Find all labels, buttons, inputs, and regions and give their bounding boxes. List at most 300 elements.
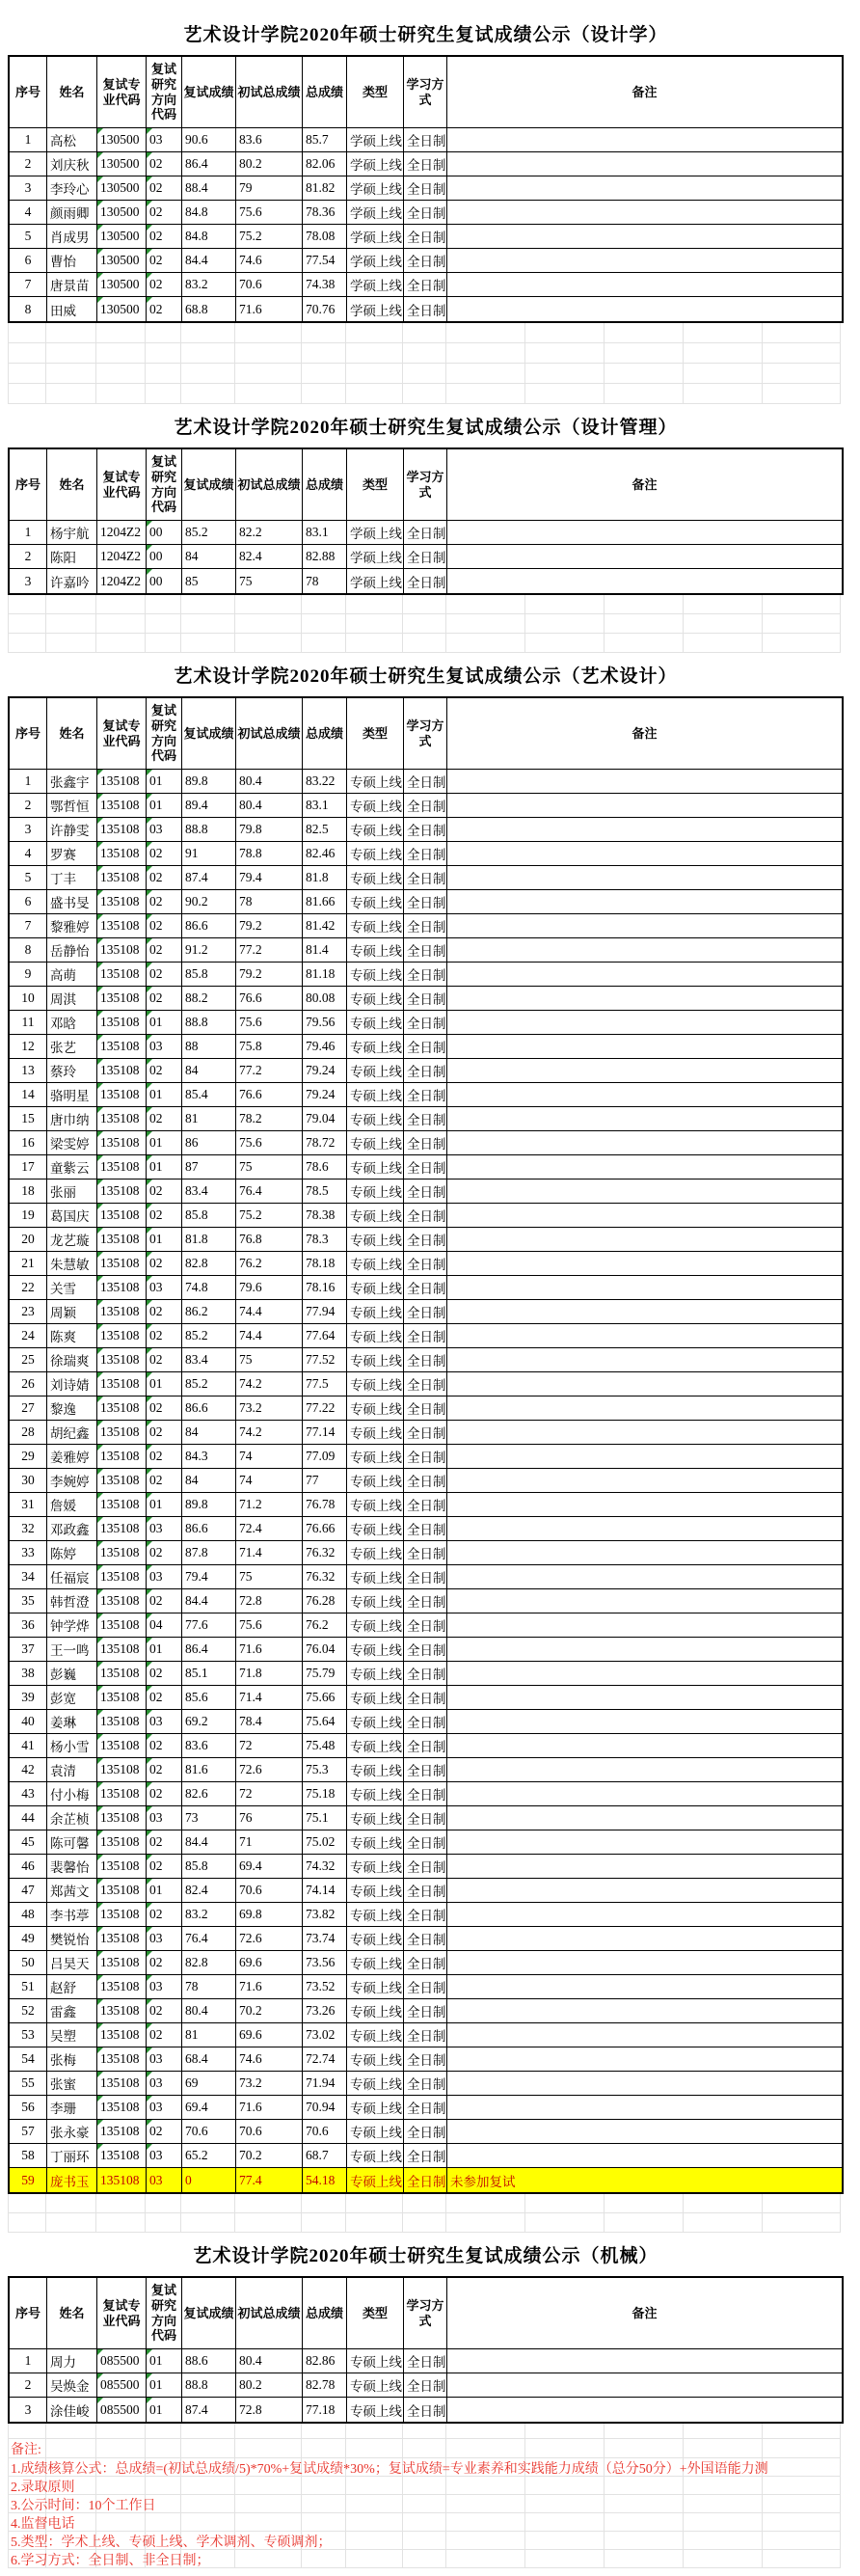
cell-major-code xyxy=(97,569,147,593)
cell-name xyxy=(47,2349,97,2373)
cell-value: 全日制 xyxy=(407,1017,446,1031)
empty-grid-cell xyxy=(96,323,146,343)
cell-value: 83.2 xyxy=(185,1907,208,1921)
cell-type xyxy=(347,1975,404,1999)
cell-total-score xyxy=(303,1613,347,1638)
cell-value: 02 xyxy=(149,1111,163,1125)
cell-value: 41 xyxy=(21,1738,35,1752)
cell-study-mode xyxy=(404,770,447,794)
cell-value: 01 xyxy=(149,798,163,812)
cell-remark xyxy=(447,1131,842,1155)
cell-major-code xyxy=(97,1348,147,1372)
cell-value: 全日制 xyxy=(407,134,446,149)
cell-study-mode xyxy=(404,1613,447,1638)
cell-initial-total-score xyxy=(236,225,303,249)
cell-value: 专硕上线 xyxy=(350,1306,402,1320)
cell-major-code xyxy=(97,201,147,225)
cell-value: 74.14 xyxy=(306,1883,336,1897)
cell-retest-score xyxy=(182,1975,236,1999)
cell-total-score xyxy=(303,2047,347,2072)
col-header-remark: 备注 xyxy=(447,2278,842,2349)
cell-value: 78.3 xyxy=(306,1232,329,1246)
cell-value: 54.18 xyxy=(306,2172,336,2187)
table-section-design-management xyxy=(0,404,860,595)
cell-value: 全日制 xyxy=(407,206,446,221)
empty-grid-cell xyxy=(302,2213,346,2233)
cell-major-code xyxy=(97,1131,147,1155)
text-format-marker-icon xyxy=(147,273,152,279)
cell-value: 74 xyxy=(239,1473,253,1487)
col-header-type: 类型 xyxy=(347,698,404,770)
empty-grid-cell xyxy=(146,2194,181,2213)
empty-grid-cell xyxy=(346,2495,403,2513)
cell-retest-score xyxy=(182,1662,236,1686)
cell-index xyxy=(10,1613,47,1638)
col-header-major-code: 复试专业代码 xyxy=(97,698,147,770)
cell-value: 79.04 xyxy=(306,1111,336,1125)
cell-index xyxy=(10,1951,47,1975)
cell-remark xyxy=(447,987,842,1011)
text-format-marker-icon xyxy=(147,1613,152,1619)
cell-value: 69.8 xyxy=(239,1907,262,1921)
cell-retest-score xyxy=(182,1710,236,1734)
cell-value: 专硕上线 xyxy=(350,1812,402,1827)
cell-value: 78 xyxy=(239,894,253,908)
cell-value: 16 xyxy=(21,1135,35,1150)
cell-value: 77.6 xyxy=(185,1617,208,1632)
cell-value: 专硕上线 xyxy=(350,1764,402,1778)
empty-grid-cell xyxy=(346,343,403,364)
cell-value: 01 xyxy=(149,1087,163,1101)
text-format-marker-icon xyxy=(147,1372,152,1378)
cell-type xyxy=(347,1541,404,1565)
col-header-index: 序号 xyxy=(10,449,47,521)
cell-value: 72.6 xyxy=(239,1762,262,1776)
cell-major-code xyxy=(97,2120,147,2144)
empty-grid-cell xyxy=(605,2424,684,2439)
cell-value: 72 xyxy=(239,1738,253,1752)
cell-retest-score xyxy=(182,1782,236,1806)
cell-value: 钟学烨 xyxy=(50,1619,90,1634)
text-format-marker-icon xyxy=(147,2047,152,2053)
cell-index xyxy=(10,1252,47,1276)
cell-index xyxy=(10,1734,47,1758)
cell-major-code xyxy=(97,521,147,545)
text-format-marker-icon xyxy=(97,176,103,182)
empty-grid-cell xyxy=(9,2424,46,2439)
empty-grid-cell xyxy=(302,323,346,343)
cell-remark xyxy=(447,249,842,273)
cell-initial-total-score xyxy=(236,1975,303,1999)
cell-value: 蔡玲 xyxy=(50,1065,76,1079)
cell-value: 专硕上线 xyxy=(350,1885,402,1899)
text-format-marker-icon xyxy=(147,1155,152,1161)
empty-grid-cell xyxy=(181,634,235,653)
empty-grid-cell xyxy=(684,364,763,384)
text-format-marker-icon xyxy=(97,225,103,230)
cell-value: 14 xyxy=(21,1087,35,1101)
cell-remark xyxy=(447,225,842,249)
cell-initial-total-score xyxy=(236,1517,303,1541)
cell-initial-total-score xyxy=(236,1035,303,1059)
cell-value: 74.4 xyxy=(239,1328,262,1342)
cell-remark xyxy=(447,201,842,225)
cell-initial-total-score xyxy=(236,176,303,201)
empty-grid-cell xyxy=(96,2513,146,2532)
cell-initial-total-score xyxy=(236,1541,303,1565)
cell-value: 59 xyxy=(21,2172,35,2187)
cell-major-code xyxy=(97,1662,147,1686)
cell-value: 71.6 xyxy=(239,301,262,316)
cell-remark xyxy=(447,1927,842,1951)
empty-grid-cell xyxy=(9,614,46,634)
cell-name xyxy=(47,1782,97,1806)
cell-type xyxy=(347,1348,404,1372)
text-format-marker-icon xyxy=(97,1107,103,1113)
text-format-marker-icon xyxy=(97,249,103,255)
cell-value: 83.1 xyxy=(306,525,329,539)
cell-value: 专硕上线 xyxy=(350,1137,402,1152)
text-format-marker-icon xyxy=(97,963,103,968)
footer-note-5: 5.类型：学术上线、专硕上线、学术调剂、专硕调剂； xyxy=(11,2535,332,2550)
cell-value: 77.18 xyxy=(306,2401,336,2417)
col-header-direction-code: 复试研究方向代码 xyxy=(147,449,182,521)
cell-name xyxy=(47,1035,97,1059)
cell-value: 87.8 xyxy=(185,1545,208,1559)
empty-grid-cell xyxy=(235,634,302,653)
cell-index xyxy=(10,2047,47,2072)
cell-name xyxy=(47,1710,97,1734)
cell-initial-total-score xyxy=(236,914,303,938)
cell-retest-score xyxy=(182,1806,236,1830)
cell-value: 03 xyxy=(149,1280,163,1294)
cell-direction-code xyxy=(147,2398,182,2422)
cell-value: 01 xyxy=(149,2377,163,2392)
cell-type xyxy=(347,2349,404,2373)
empty-grid-cell xyxy=(302,2424,346,2439)
cell-value: 02 xyxy=(149,1256,163,1270)
cell-type xyxy=(347,1445,404,1469)
cell-value: 44 xyxy=(21,1810,35,1825)
cell-value: 全日制 xyxy=(407,1981,446,1995)
text-format-marker-icon xyxy=(97,1710,103,1716)
cell-retest-score xyxy=(182,2072,236,2096)
cell-name xyxy=(47,1324,97,1348)
empty-grid-cell xyxy=(146,384,181,404)
footer-note-3: 3.公示时间：10个工作日 xyxy=(11,2498,156,2513)
cell-remark xyxy=(447,1879,842,1903)
text-format-marker-icon xyxy=(147,2373,152,2379)
cell-value: 72.6 xyxy=(239,1931,262,1945)
empty-grid-rows xyxy=(8,323,844,404)
cell-name xyxy=(47,1107,97,1131)
cell-initial-total-score xyxy=(236,1613,303,1638)
cell-direction-code xyxy=(147,176,182,201)
cell-value: 135108 xyxy=(100,1786,140,1801)
cell-direction-code xyxy=(147,1662,182,1686)
cell-value: 全日制 xyxy=(407,1185,446,1200)
cell-value: 49 xyxy=(21,1931,35,1945)
cell-value: 全日制 xyxy=(407,2150,446,2164)
cell-major-code xyxy=(97,2373,147,2398)
cell-value: 6 xyxy=(24,894,32,908)
cell-major-code xyxy=(97,1204,147,1228)
cell-value: 75.66 xyxy=(306,1690,336,1704)
empty-grid-cell xyxy=(46,2424,96,2439)
cell-value: 全日制 xyxy=(407,824,446,838)
empty-grid-cell xyxy=(763,614,841,634)
cell-initial-total-score xyxy=(236,1180,303,1204)
cell-value: 75.64 xyxy=(306,1714,336,1728)
cell-value: 81.18 xyxy=(306,966,336,981)
cell-value: 全日制 xyxy=(407,1354,446,1369)
cell-remark xyxy=(447,1734,842,1758)
text-format-marker-icon xyxy=(147,794,152,800)
empty-grid-cell xyxy=(605,384,684,404)
cell-value: 76.4 xyxy=(239,1183,262,1198)
cell-type xyxy=(347,1011,404,1035)
empty-grid-cell xyxy=(146,2213,181,2233)
cell-retest-score xyxy=(182,521,236,545)
empty-grid-cell xyxy=(235,2550,302,2568)
cell-value: 085500 xyxy=(100,2401,140,2417)
text-format-marker-icon xyxy=(97,1879,103,1885)
cell-retest-score xyxy=(182,1276,236,1300)
cell-retest-score xyxy=(182,1469,236,1493)
cell-initial-total-score xyxy=(236,1927,303,1951)
empty-grid-cell xyxy=(446,2424,525,2439)
cell-value: 全日制 xyxy=(407,1499,446,1513)
cell-value: 唐巾纳 xyxy=(50,1113,90,1127)
empty-grid-cell xyxy=(346,323,403,343)
cell-value: 全日制 xyxy=(407,896,446,910)
cell-value: 36 xyxy=(21,1617,35,1632)
cell-value: 18 xyxy=(21,1183,35,1198)
empty-grid-cell xyxy=(684,614,763,634)
cell-remark xyxy=(447,2120,842,2144)
cell-retest-score xyxy=(182,794,236,818)
cell-value: 丁丰 xyxy=(50,872,76,886)
cell-type xyxy=(347,521,404,545)
cell-value: 75.8 xyxy=(239,1039,262,1053)
cell-value: 专硕上线 xyxy=(350,992,402,1007)
cell-total-score xyxy=(303,1252,347,1276)
cell-major-code xyxy=(97,545,147,569)
cell-value: 高松 xyxy=(50,134,76,149)
text-format-marker-icon xyxy=(147,1806,152,1812)
cell-total-score xyxy=(303,1806,347,1830)
cell-value: 周力 xyxy=(50,2355,76,2370)
cell-index xyxy=(10,1758,47,1782)
cell-value: 69.6 xyxy=(239,2027,262,2042)
cell-index xyxy=(10,794,47,818)
cell-value: 00 xyxy=(149,573,163,588)
cell-value: 02 xyxy=(149,2003,163,2018)
cell-retest-score xyxy=(182,1300,236,1324)
cell-remark xyxy=(447,1035,842,1059)
empty-grid-cell xyxy=(346,2213,403,2233)
table-title: 艺术设计学院2020年硕士研究生复试成绩公示（设计管理） xyxy=(174,418,678,438)
cell-value: 03 xyxy=(149,822,163,836)
cell-value: 02 xyxy=(149,894,163,908)
cell-retest-score xyxy=(182,1059,236,1083)
cell-value: 专硕上线 xyxy=(350,2379,402,2394)
empty-grid-cell xyxy=(235,2513,302,2532)
cell-value: 76.66 xyxy=(306,1521,336,1535)
cell-value: 全日制 xyxy=(407,2005,446,2020)
text-format-marker-icon xyxy=(97,1589,103,1595)
cell-value: 梁雯婷 xyxy=(50,1137,90,1152)
text-format-marker-icon xyxy=(97,2120,103,2126)
cell-type xyxy=(347,914,404,938)
empty-grid-cell xyxy=(181,323,235,343)
cell-total-score xyxy=(303,963,347,987)
empty-grid-cell xyxy=(346,2477,403,2495)
cell-study-mode xyxy=(404,1421,447,1445)
empty-grid-cell xyxy=(763,2194,841,2213)
cell-value: 79.24 xyxy=(306,1087,336,1101)
cell-value: 75.79 xyxy=(306,1666,336,1680)
cell-remark xyxy=(447,1252,842,1276)
empty-grid-cell xyxy=(96,595,146,614)
cell-index xyxy=(10,1276,47,1300)
cell-initial-total-score xyxy=(236,569,303,593)
cell-name xyxy=(47,1083,97,1107)
cell-value: 专硕上线 xyxy=(350,2101,402,2116)
cell-type xyxy=(347,569,404,593)
cell-value: 88.6 xyxy=(185,2353,208,2368)
empty-grid-cell xyxy=(9,595,46,614)
col-header-direction-code: 复试研究方向代码 xyxy=(147,57,182,128)
cell-value: 全日制 xyxy=(407,279,446,293)
cell-value: 135108 xyxy=(100,1834,140,1849)
cell-value: 田威 xyxy=(50,303,76,318)
cell-value: 70.6 xyxy=(239,1883,262,1897)
col-header-type: 类型 xyxy=(347,57,404,128)
text-format-marker-icon xyxy=(147,1927,152,1933)
cell-total-score xyxy=(303,2120,347,2144)
cell-value: 74.4 xyxy=(239,1304,262,1318)
empty-grid-cell xyxy=(525,343,605,364)
cell-initial-total-score xyxy=(236,1638,303,1662)
cell-value: 72 xyxy=(239,1786,253,1801)
empty-grid-cell xyxy=(525,364,605,384)
cell-value: 76.6 xyxy=(239,990,262,1005)
cell-value: 91 xyxy=(185,846,199,860)
cell-value: 专硕上线 xyxy=(350,1933,402,1947)
empty-grid-cell xyxy=(684,2213,763,2233)
cell-direction-code xyxy=(147,1107,182,1131)
cell-value: 1 xyxy=(24,525,32,539)
cell-retest-score xyxy=(182,1830,236,1855)
text-format-marker-icon xyxy=(147,938,152,944)
cell-major-code xyxy=(97,890,147,914)
cell-type xyxy=(347,1517,404,1541)
cell-value: 88.2 xyxy=(185,990,208,1005)
cell-type xyxy=(347,545,404,569)
cell-retest-score xyxy=(182,152,236,176)
cell-direction-code xyxy=(147,1348,182,1372)
cell-value: 78.2 xyxy=(239,1111,262,1125)
cell-value: 02 xyxy=(149,1593,163,1608)
cell-value: 135108 xyxy=(100,1545,140,1559)
cell-name xyxy=(47,963,97,987)
cell-remark xyxy=(447,1155,842,1180)
cell-direction-code xyxy=(147,1372,182,1396)
cell-value: 135108 xyxy=(100,1762,140,1776)
cell-study-mode xyxy=(404,890,447,914)
empty-grid-cell xyxy=(46,2213,96,2233)
text-format-marker-icon xyxy=(97,1951,103,1957)
cell-value: 8 xyxy=(24,301,32,316)
cell-value: 73.02 xyxy=(306,2027,336,2042)
cell-name xyxy=(47,2047,97,2072)
empty-grid-cell xyxy=(403,364,446,384)
cell-remark xyxy=(447,1903,842,1927)
cell-value: 75.6 xyxy=(239,1617,262,1632)
empty-grid-cell xyxy=(605,2439,684,2458)
cell-value: 02 xyxy=(149,966,163,981)
cell-value: 70.94 xyxy=(306,2100,336,2114)
cell-retest-score xyxy=(182,1927,236,1951)
cell-value: 70.2 xyxy=(239,2148,262,2162)
cell-value: 53 xyxy=(21,2027,35,2042)
empty-grid-cell xyxy=(235,2439,302,2458)
cell-index xyxy=(10,2096,47,2120)
cell-major-code xyxy=(97,963,147,987)
cell-value: 19 xyxy=(21,1207,35,1222)
cell-major-code xyxy=(97,1421,147,1445)
cell-type xyxy=(347,297,404,321)
cell-value: 71.94 xyxy=(306,2075,336,2090)
cell-value: 02 xyxy=(149,1352,163,1367)
cell-remark xyxy=(447,1855,842,1879)
cell-name xyxy=(47,201,97,225)
cell-initial-total-score xyxy=(236,2398,303,2422)
cell-value: 专硕上线 xyxy=(350,1836,402,1851)
cell-value: 专硕上线 xyxy=(350,1378,402,1393)
cell-value: 135108 xyxy=(100,1931,140,1945)
cell-study-mode xyxy=(404,1927,447,1951)
cell-value: 135108 xyxy=(100,2027,140,2042)
cell-remark xyxy=(447,1999,842,2023)
cell-value: 03 xyxy=(149,2148,163,2162)
empty-grid-cell xyxy=(302,2495,346,2513)
cell-direction-code xyxy=(147,1155,182,1180)
cell-direction-code xyxy=(147,1324,182,1348)
cell-value: 学硕上线 xyxy=(350,182,402,197)
cell-study-mode xyxy=(404,818,447,842)
cell-value: 5 xyxy=(24,229,32,243)
cell-remark xyxy=(447,569,842,593)
cell-value: 135108 xyxy=(100,1063,140,1077)
empty-grid-cell xyxy=(46,595,96,614)
cell-value: 75.2 xyxy=(239,229,262,243)
cell-initial-total-score xyxy=(236,1324,303,1348)
cell-value: 135108 xyxy=(100,1497,140,1511)
cell-value: 79.24 xyxy=(306,1063,336,1077)
cell-total-score xyxy=(303,1300,347,1324)
col-header-name: 姓名 xyxy=(47,449,97,521)
empty-grid-cell xyxy=(403,384,446,404)
cell-type xyxy=(347,128,404,152)
cell-value: 135108 xyxy=(100,1617,140,1632)
cell-value: 颜雨卿 xyxy=(50,206,90,221)
cell-value: 135108 xyxy=(100,1256,140,1270)
cell-value: 1 xyxy=(24,773,32,788)
cell-value: 专硕上线 xyxy=(350,1571,402,1586)
cell-value: 全日制 xyxy=(407,800,446,814)
